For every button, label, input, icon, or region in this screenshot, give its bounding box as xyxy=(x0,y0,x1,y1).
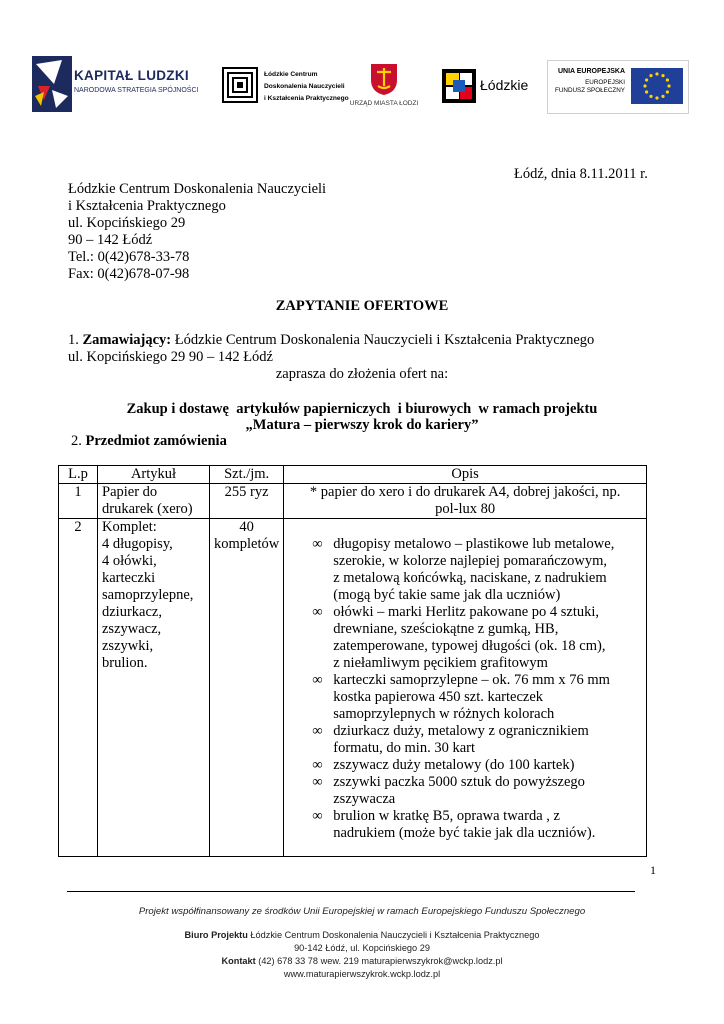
list-item-line: (mogą być takie same jak dla uczniów) xyxy=(333,587,561,603)
row-1-opis-line: * papier do xero i do drukarek A4, dobrej jakości, np. xyxy=(309,484,621,500)
kapital-ludzki-logo xyxy=(32,56,212,112)
list-item xyxy=(288,723,642,757)
eu-fund-line-2: FUNDUSZ SPOŁECZNY xyxy=(555,87,625,94)
list-item-line: zatemperowane, typowej długości (ok. 18 cm), xyxy=(333,638,606,654)
section-2-label: Przedmiot zamówienia xyxy=(85,433,227,449)
invitation-text: zaprasza do złożenia ofert na: xyxy=(275,366,449,382)
lcdnikp-logo xyxy=(222,64,349,110)
list-item xyxy=(288,808,642,842)
sender-address xyxy=(68,181,326,283)
section-1-orderer xyxy=(68,332,594,349)
page-number: 1 xyxy=(650,863,656,877)
section-2-heading xyxy=(71,433,227,450)
bullet-symbol: ∞ xyxy=(312,774,323,790)
footer-biuro-label: Biuro Projektu xyxy=(184,930,248,940)
bullet-symbol: ∞ xyxy=(312,808,323,824)
kapital-ludzki-emblem-icon xyxy=(32,56,72,112)
sender-line-2: i Kształcenia Praktycznego xyxy=(68,198,226,214)
row-1-szt: 255 ryz xyxy=(210,484,284,519)
document-title: ZAPYTANIE OFERTOWE xyxy=(275,298,449,314)
list-item xyxy=(288,774,642,808)
footer-kontakt-label: Kontakt xyxy=(221,956,256,966)
list-item-line: długopisy metalowo – plastikowe lub metalowe, xyxy=(333,536,615,552)
order-table xyxy=(58,465,647,857)
section-2-number: 2. xyxy=(71,433,82,449)
sender-line-4: 90 – 142 Łódź xyxy=(68,232,153,248)
urzad-miasta-logo xyxy=(344,62,424,112)
footer-address: 90-142 Łódź, ul. Kopcińskiego 29 xyxy=(294,943,430,953)
lcdnikp-line-1: Łódzkie Centrum xyxy=(264,71,318,78)
footer-biuro-text: Łódzkie Centrum Doskonalenia Nauczycieli i Kształcenia Praktycznego xyxy=(247,930,540,940)
sender-line-1: Łódzkie Centrum Doskonalenia Nauczycieli xyxy=(68,181,327,197)
row-2-artykul-line: zszywki, xyxy=(102,638,154,654)
row-2-artykul xyxy=(98,519,210,857)
row-2-artykul-line: samoprzylepne, xyxy=(102,587,194,603)
list-item-line: zszywacz duży metalowy (do 100 kartek) xyxy=(333,757,575,773)
header-opis: Opis xyxy=(284,466,647,484)
list-item-line: drewniane, sześciokątne z gumką, HB, xyxy=(333,621,559,637)
row-1-lp: 1 xyxy=(59,484,98,519)
bullet-symbol: ∞ xyxy=(312,672,323,688)
table-row xyxy=(59,519,647,857)
footer-kontakt-text: (42) 678 33 78 wew. 219 maturapierwszykrok@wckp.lodz.pl xyxy=(255,956,503,966)
row-1-opis xyxy=(284,484,647,519)
list-item-line: formatu, do min. 30 kart xyxy=(333,740,476,756)
eu-fund-line-1: EUROPEJSKI xyxy=(585,79,625,86)
lcdnikp-name xyxy=(264,69,349,105)
sender-phone: Tel.: 0(42)678-33-78 xyxy=(68,249,190,265)
orderer-address: ul. Kopcińskiego 29 90 – 142 Łódź xyxy=(68,349,273,365)
list-item xyxy=(288,604,642,672)
row-1-opis-line: pol-lux 80 xyxy=(435,501,496,517)
lcdnikp-line-2: Doskonalenia Nauczycieli xyxy=(264,83,345,90)
row-1-artykul-line: Papier do xyxy=(102,484,158,500)
row-1-artykul-line: drukarek (xero) xyxy=(102,501,193,517)
list-item-line: dziurkacz duży, metalowy z ogranicznikiem xyxy=(333,723,589,739)
list-item xyxy=(288,672,642,723)
lodzkie-logo xyxy=(442,69,542,105)
footer-divider xyxy=(67,891,635,892)
lodzkie-label: Łódzkie xyxy=(480,77,529,93)
kapital-ludzki-subtitle: NARODOWA STRATEGIA SPÓJNOŚCI xyxy=(74,87,199,94)
kit-items-list xyxy=(288,536,642,842)
bullet-symbol: ∞ xyxy=(312,723,323,739)
list-item xyxy=(288,536,642,604)
lodz-coat-of-arms-icon xyxy=(369,62,399,96)
sender-line-3: ul. Kopcińskiego 29 xyxy=(68,215,186,231)
row-2-artykul-line: 4 długopisy, xyxy=(102,536,173,552)
row-1-artykul xyxy=(98,484,210,519)
row-2-artykul-line: karteczki xyxy=(102,570,156,586)
lcdnikp-square-icon xyxy=(222,67,258,103)
row-2-szt-line: kompletów xyxy=(214,536,280,552)
footer-website: www.maturapierwszykrok.wckp.lodz.pl xyxy=(283,969,441,979)
eu-fund-name xyxy=(555,79,625,95)
lodzkie-emblem-icon xyxy=(442,69,476,103)
row-2-opis xyxy=(284,519,647,857)
row-2-artykul-line: dziurkacz, xyxy=(102,604,162,620)
project-name: „Matura – pierwszy krok do kariery” xyxy=(245,417,479,433)
footer-contact xyxy=(0,956,724,966)
table-header-row xyxy=(59,466,647,484)
eu-efs-logo xyxy=(547,60,689,114)
row-2-szt-line: 40 xyxy=(239,519,254,535)
kapital-ludzki-title: KAPITAŁ LUDZKI xyxy=(74,68,189,83)
subject-line-1: Zakup i dostawę artykułów papierniczych i biurowych w ramach projektu xyxy=(126,401,598,417)
lcdnikp-line-3: i Kształcenia Praktycznego xyxy=(264,95,349,102)
bullet-symbol: ∞ xyxy=(312,604,323,620)
header-szt: Szt./jm. xyxy=(210,466,284,484)
section-1-number: 1. xyxy=(68,332,79,348)
table-row xyxy=(59,484,647,519)
urzad-miasta-label: URZĄD MIASTA ŁODZI xyxy=(349,100,419,107)
bullet-symbol: ∞ xyxy=(312,536,323,552)
row-2-artykul-line: brulion. xyxy=(102,655,148,671)
bullet-symbol: ∞ xyxy=(312,757,323,773)
sender-fax: Fax: 0(42)678-07-98 xyxy=(68,266,190,282)
footer-cofinancing: Projekt współfinansowany ze środków Unii Europejskiej w ramach Europejskiego Funduszu Społecznego xyxy=(138,906,586,917)
header-lp: L.p xyxy=(59,466,98,484)
row-2-lp: 2 xyxy=(59,519,98,857)
list-item-line: szerokie, w kolorze najlepiej pomarańczowym, xyxy=(333,553,608,569)
list-item-line: z niełamliwym pęcikiem grafitowym xyxy=(333,655,548,671)
list-item-line: z metalową końcówką, naciskane, z nadrukiem xyxy=(333,570,607,586)
section-1-label: Zamawiający: xyxy=(82,332,172,348)
list-item-line: nadrukiem (może być takie jak dla uczniów). xyxy=(333,825,596,841)
date-line: Łódź, dnia 8.11.2011 r. xyxy=(514,166,648,182)
eu-flag-icon xyxy=(631,68,683,104)
section-1-text: Łódzkie Centrum Doskonalenia Nauczycieli i Kształcenia Praktycznego xyxy=(171,332,595,348)
eu-title: UNIA EUROPEJSKA xyxy=(557,68,625,75)
row-2-artykul-line: 4 ołówki, xyxy=(102,553,157,569)
list-item-line: karteczki samoprzylepne – ok. 76 mm x 76 mm xyxy=(333,672,610,688)
list-item xyxy=(288,757,642,774)
list-item-line: brulion w kratkę B5, oprawa twarda , z xyxy=(333,808,560,824)
footer-project-office xyxy=(0,930,724,940)
list-item-line: zszywki paczka 5000 sztuk do powyższego xyxy=(333,774,585,790)
list-item-line: ołówki – marki Herlitz pakowane po 4 sztuki, xyxy=(333,604,600,620)
list-item-line: zszywacza xyxy=(333,791,396,807)
header-artykul: Artykuł xyxy=(98,466,210,484)
row-2-szt xyxy=(210,519,284,857)
list-item-line: samoprzylepnych w różnych kolorach xyxy=(333,706,555,722)
row-2-artykul-line: Komplet: xyxy=(102,519,157,535)
list-item-line: kostka papierowa 450 szt. karteczek xyxy=(333,689,544,705)
row-2-artykul-line: zszywacz, xyxy=(102,621,162,637)
